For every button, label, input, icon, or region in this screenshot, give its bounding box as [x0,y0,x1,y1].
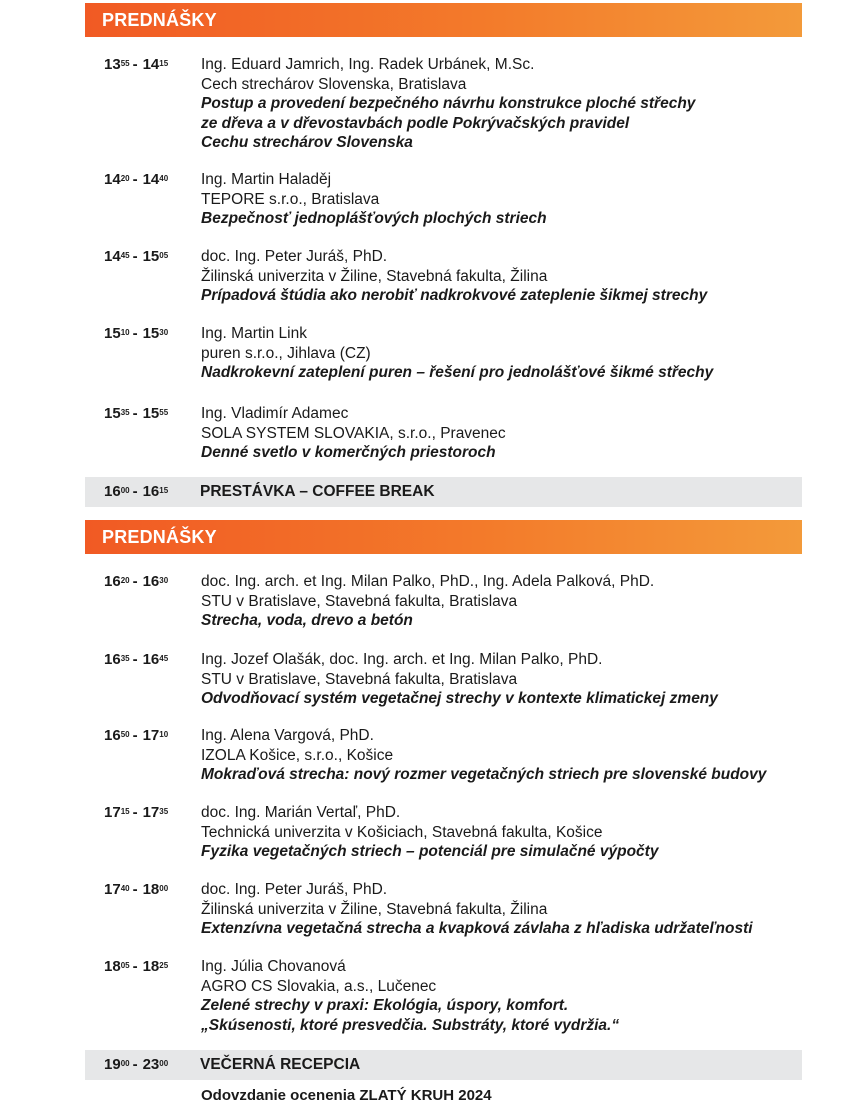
time-range: $16^{35} - 16^{45}$ [104,651,169,668]
talk-title: Denné svetlo v komerčných priestoroch [201,444,496,461]
time-range: $13^{55} - 14^{15}$ [104,56,169,73]
talk-title: Zelené strechy v praxi: Ekológia, úspory, komfort. [201,997,569,1014]
talk-title: Odvodňovací systém vegetačnej strechy v kontexte klimatickej zmeny [201,690,718,707]
talk-title: Prípadová štúdia ako nerobiť nadkrokvové zateplenie šikmej strechy [201,287,708,304]
speaker-names: doc. Ing. Marián Vertaľ, PhD. [201,804,401,821]
talk-title: Mokraďová strecha: nový rozmer vegetačných striech pre slovenské budovy [201,766,767,783]
time-range: $16^{00} - 16^{15}$ [104,483,169,500]
speaker-affiliation: TEPORE s.r.o., Bratislava [201,190,380,208]
speaker-names: doc. Ing. Peter Juráš, PhD. [201,881,388,898]
time-range: $16^{50} - 17^{10}$ [104,727,169,744]
time-range: $18^{05} - 18^{25}$ [104,958,169,975]
time-range: $19^{00} - 23^{00}$ [104,1056,169,1073]
talk-title: Cechu strechárov Slovenska [201,134,413,151]
speaker-affiliation: STU v Bratislave, Stavebná fakulta, Bratislava [201,592,518,610]
coffee-break-label: PRESTÁVKA – COFFEE BREAK [200,483,435,500]
speaker-affiliation: puren s.r.o., Jihlava (CZ) [201,344,371,362]
talk-title: Extenzívna vegetačná strecha a kvapková závlaha z hľadiska udržateľnosti [201,920,753,937]
talk-title: Fyzika vegetačných striech – potenciál pre simulačné výpočty [201,843,659,860]
time-range: $15^{35} - 15^{55}$ [104,405,169,422]
speaker-names: Ing. Jozef Olašák, doc. Ing. arch. et Ing. Milan Palko, PhD. [201,651,603,668]
time-range: $14^{45} - 15^{05}$ [104,248,169,265]
coffee-break-row [85,477,802,507]
time-range: $17^{15} - 17^{35}$ [104,804,169,821]
time-range: $14^{20} - 14^{40}$ [104,171,169,188]
reception-label: VEČERNÁ RECEPCIA [200,1056,361,1073]
speaker-affiliation: Žilinská univerzita v Žiline, Stavebná fakulta, Žilina [201,900,548,918]
talk-title: Nadkrokevní zateplení puren – řešení pro jednolášťové šikmé střechy [201,364,714,381]
time-range: $17^{40} - 18^{00}$ [104,881,169,898]
speaker-affiliation: SOLA SYSTEM SLOVAKIA, s.r.o., Pravenec [201,424,506,442]
speaker-affiliation: IZOLA Košice, s.r.o., Košice [201,746,394,764]
time-range: $15^{10} - 15^{30}$ [104,325,169,342]
speaker-names: doc. Ing. Peter Juráš, PhD. [201,248,388,265]
speaker-affiliation: Žilinská univerzita v Žiline, Stavebná fakulta, Žilina [201,267,548,285]
speaker-affiliation: AGRO CS Slovakia, a.s., Lučenec [201,977,437,995]
talk-title: Postup a provedení bezpečného návrhu konstrukce ploché střechy [201,95,696,112]
talk-title: ze dřeva a v dřevostavbách podle Pokrývačských pravidel [201,114,630,132]
speaker-names: Ing. Eduard Jamrich, Ing. Radek Urbánek, M.Sc. [201,56,535,73]
award-ceremony-text: Odovzdanie ocenenia ZLATÝ KRUH 2024 [201,1087,492,1104]
speaker-affiliation: Technická univerzita v Košiciach, Stavebná fakulta, Košice [201,823,603,841]
talk-title: Strecha, voda, drevo a betón [201,612,413,629]
speaker-affiliation: Cech strechárov Slovenska, Bratislava [201,75,467,93]
speaker-names: Ing. Júlia Chovanová [201,958,346,975]
speaker-names: Ing. Martin Link [201,325,307,342]
speaker-names: Ing. Alena Vargová, PhD. [201,727,374,744]
talk-title: „Skúsenosti, ktoré presvedčia. Substráty, ktoré vydržia.“ [201,1016,620,1034]
reception-row [85,1050,802,1080]
section-header-prednasky-1: PREDNÁŠKY [85,3,802,37]
speaker-names: doc. Ing. arch. et Ing. Milan Palko, PhD., Ing. Adela Palková, PhD. [201,573,655,590]
speaker-names: Ing. Vladimír Adamec [201,405,349,422]
speaker-names: Ing. Martin Haladěj [201,171,332,188]
section-header-prednasky-2: PREDNÁŠKY [85,520,802,554]
speaker-affiliation: STU v Bratislave, Stavebná fakulta, Bratislava [201,670,518,688]
talk-title: Bezpečnosť jednoplášťových plochých striech [201,210,547,227]
time-range: $16^{20} - 16^{30}$ [104,573,169,590]
